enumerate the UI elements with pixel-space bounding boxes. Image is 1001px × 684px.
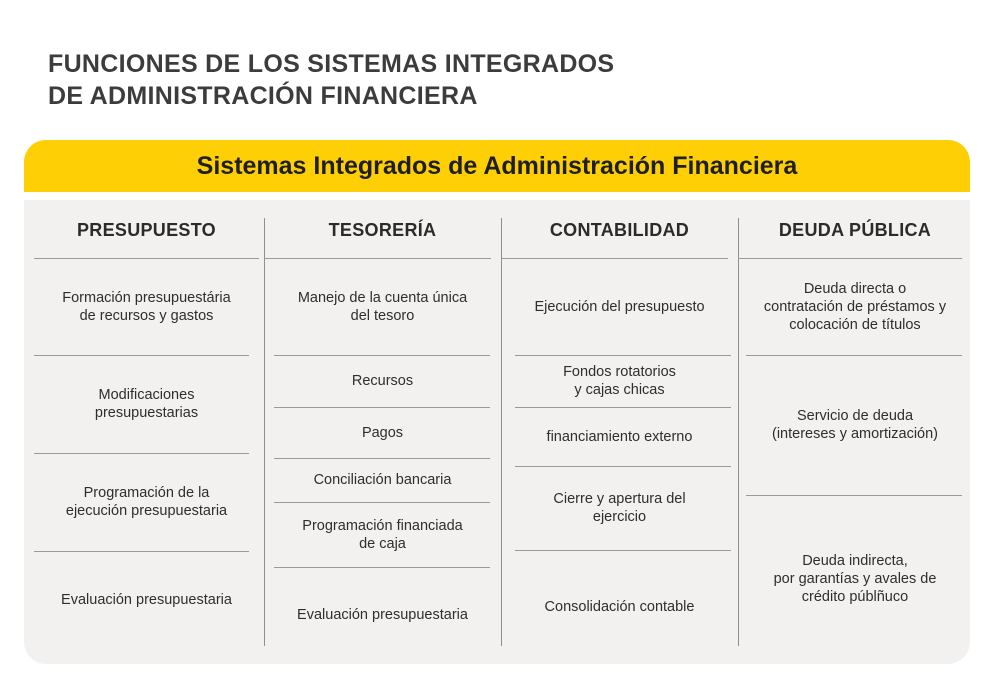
page-title-line-2: DE ADMINISTRACIÓN FINANCIERA [48, 82, 478, 110]
column-header: PRESUPUESTO [76, 220, 216, 240]
list-item: Programación financiada de caja [302, 517, 463, 552]
list-item: Fondos rotatorios y cajas chicas [563, 364, 676, 398]
list-item: Evaluación presupuestaria [61, 592, 232, 608]
column-divider [738, 218, 739, 646]
column-header: TESORERÍA [328, 220, 437, 240]
list-item: Servicio de deuda (intereses y amortización) [772, 408, 938, 442]
list-item: Manejo de la cuenta única del tesoro [297, 289, 468, 324]
page-title-line-1: FUNCIONES DE LOS SISTEMAS INTEGRADOS [48, 50, 615, 78]
column-deuda-publica [748, 200, 962, 664]
column-divider [264, 218, 265, 646]
column-presupuesto [34, 200, 259, 664]
column-contabilidad [511, 200, 728, 664]
column-tesoreria [274, 200, 491, 664]
list-item: Programación de la ejecución presupuestaria [65, 485, 228, 519]
list-item: Conciliación bancaria [313, 472, 452, 488]
column-header: CONTABILIDAD [549, 220, 690, 240]
list-item: Formación presupuestária de recursos y gastos [62, 289, 231, 324]
banner-gap [24, 192, 970, 200]
list-item: Recursos [351, 373, 414, 389]
column-divider [501, 218, 502, 646]
list-item: Pagos [361, 424, 404, 441]
systems-card [24, 140, 970, 664]
list-item: Deuda directa o contratación de préstamos y colocación de títulos [763, 280, 947, 333]
list-item: Evaluación presupuestaria [297, 607, 468, 623]
column-header: DEUDA PÚBLICA [778, 220, 932, 240]
list-item: financiamiento externo [546, 428, 693, 445]
list-item: Cierre y apertura del ejercicio [553, 491, 686, 525]
list-item: Deuda indirecta, por garantías y avales de crédito públñuco [773, 553, 937, 605]
list-item: Consolidación contable [544, 598, 695, 615]
list-item: Modificaciones presupuestarias [94, 387, 199, 421]
banner-title: Sistemas Integrados de Administración Financiera [24, 140, 970, 192]
page-title [48, 48, 748, 112]
list-item: Ejecución del presupuesto [534, 298, 705, 315]
